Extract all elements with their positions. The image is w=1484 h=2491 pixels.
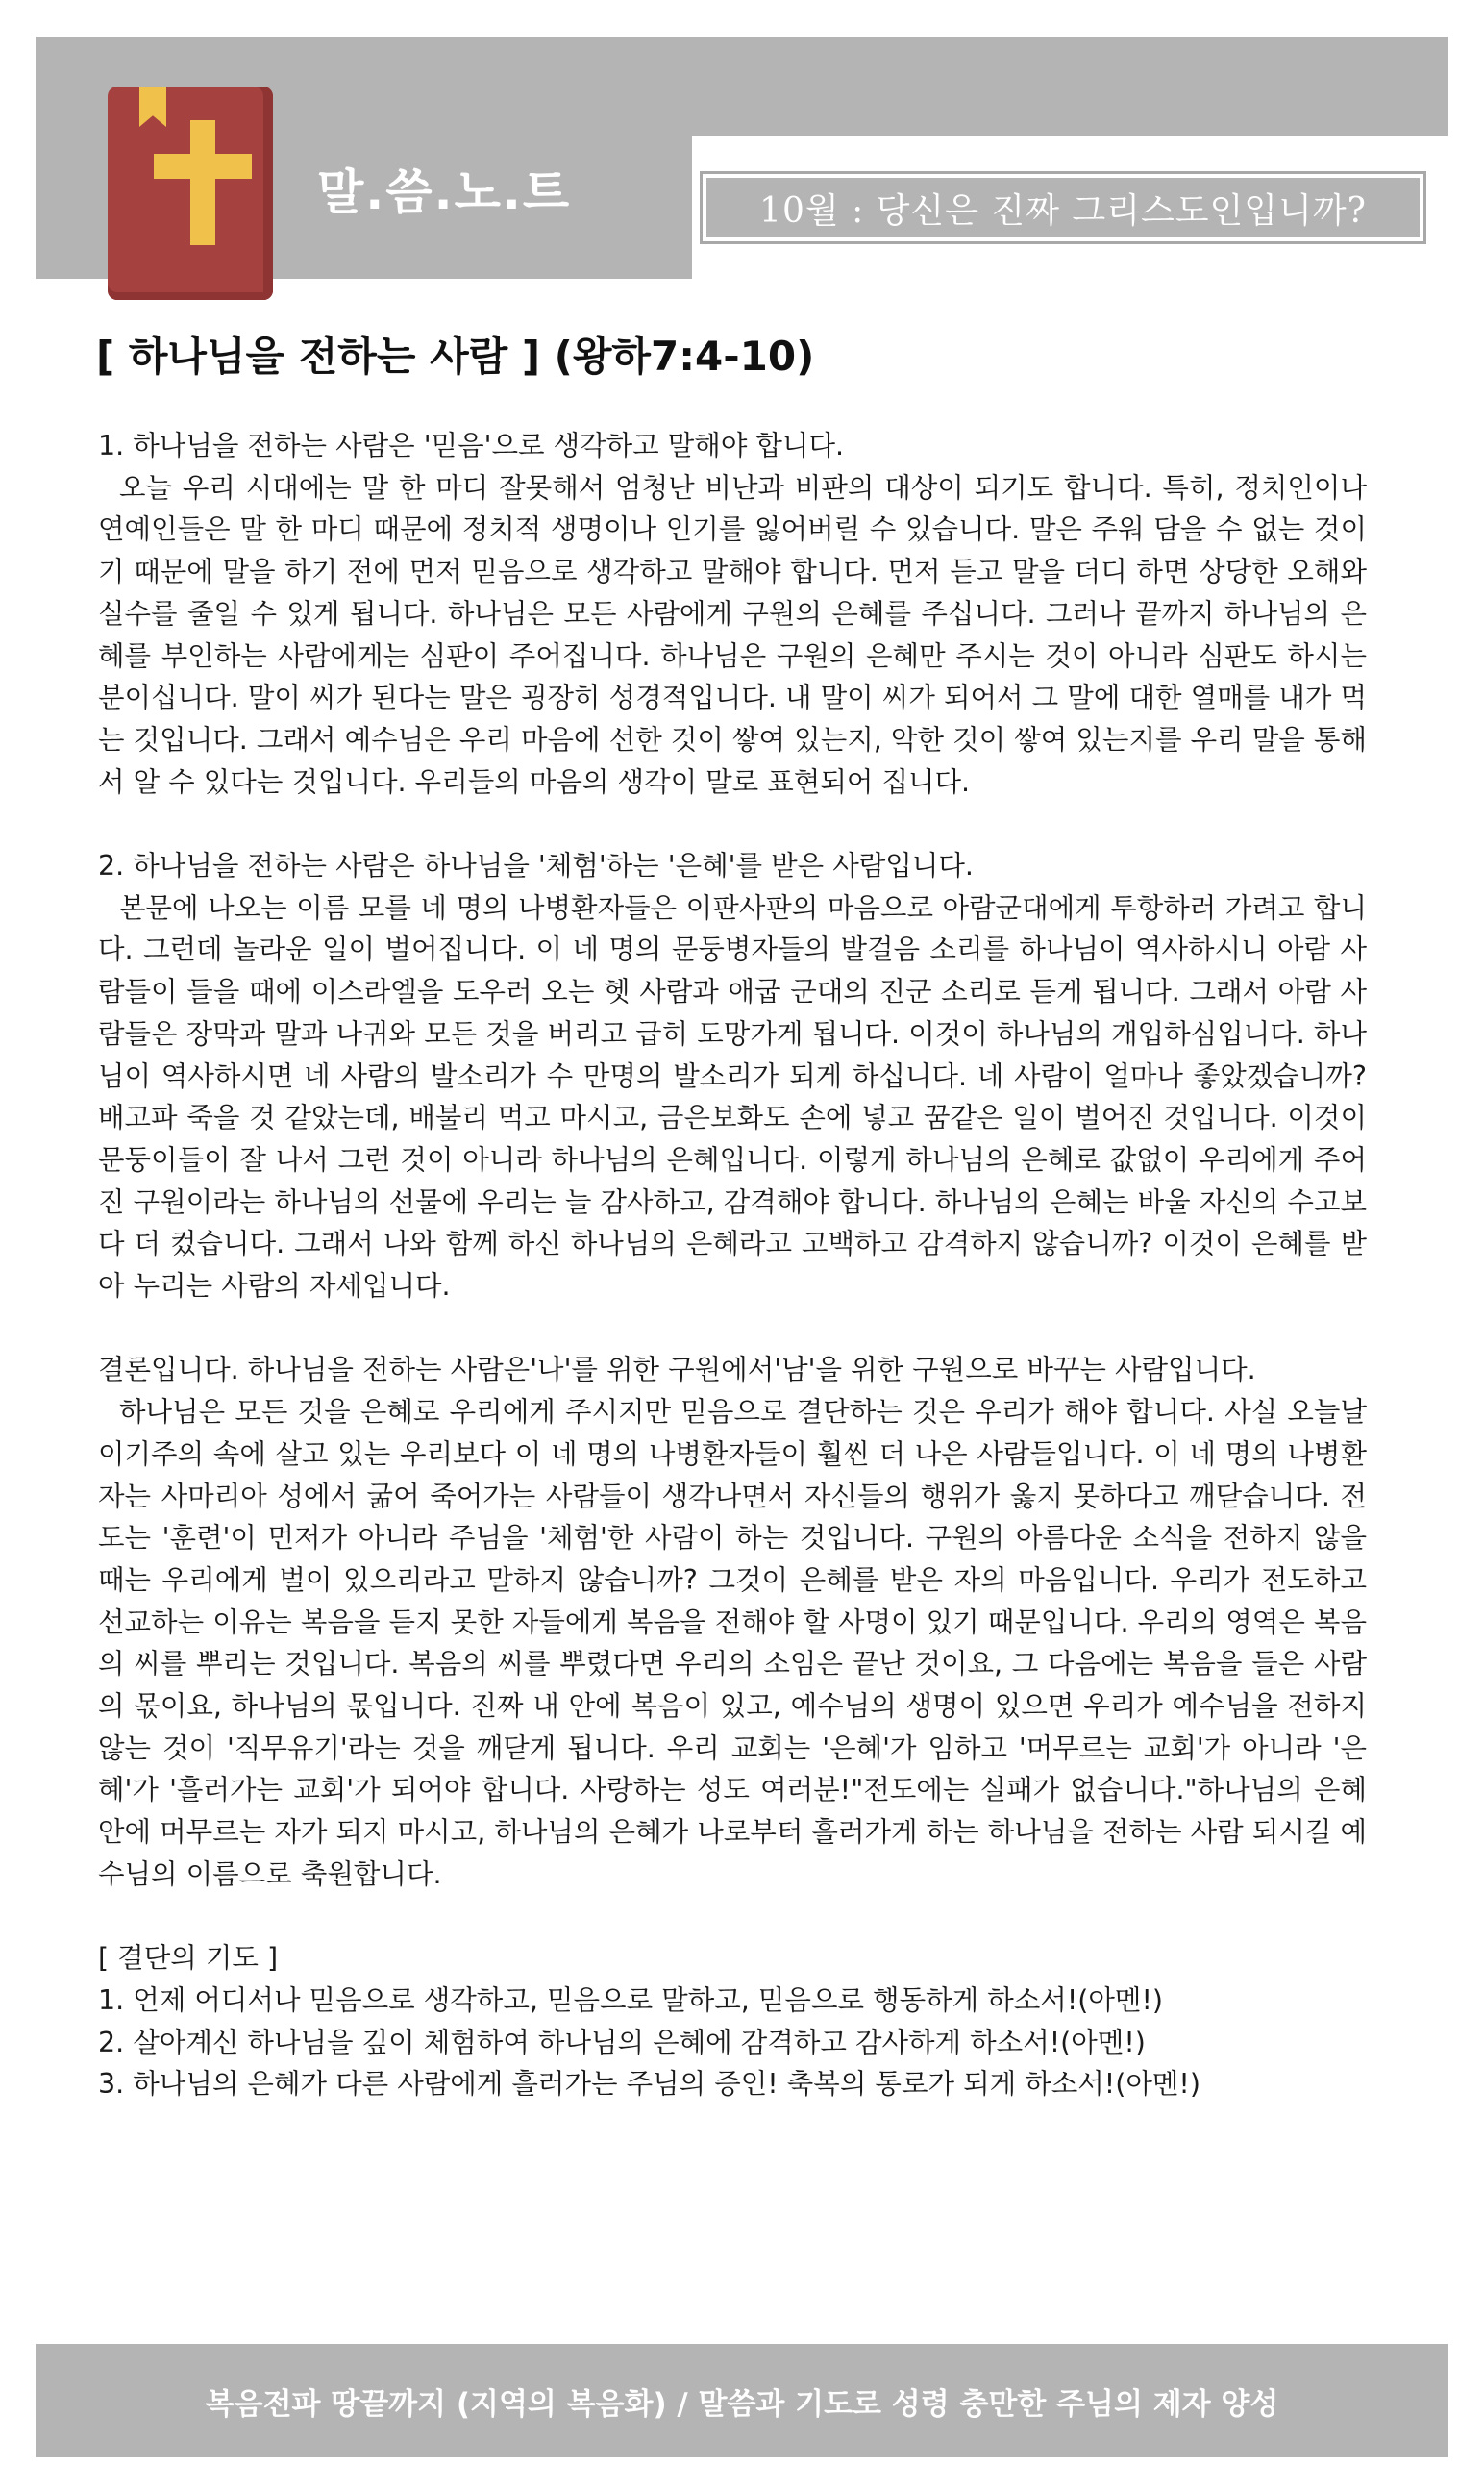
section-conclusion — [98, 1349, 1367, 1895]
sermon-title: [ 하나님을 전하는 사람 ] (왕하7:4-10) — [96, 333, 815, 380]
footer-banner: 복음전파 땅끝까지 (지역의 복음화) / 말씀과 기도로 성령 충만한 주님의 제자 양성 — [36, 2344, 1448, 2457]
section-2 — [98, 845, 1367, 1308]
section-heading: 1. 하나님을 전하는 사람은 '믿음'으로 생각하고 말해야 합니다. — [98, 430, 845, 461]
section-body: 오늘 우리 시대에는 말 한 마디 잘못해서 엄청난 비난과 비판의 대상이 되기도 합니다. 특히, 정치인이나 연예인들은 말 한 마디 때문에 정치적 생명이나 인기를 잃어버릴 수 있습니다. 말은 주워 담을 수 없는 것이기 때문에 말을 하기 전에 먼저 믿음으로 생각하고 말해야 합니다. 먼저 듣고 말을 더디 하면 상당한 오해와 실수를 줄일 수 있게 됩니다. 하나님은 모든 사람에게 구원의 은혜를 주십니다. 그러나 끝까지 하나님의 은혜를 부인하는 사람에게는 심판이 주어집니다. 하나님은 구원의 은혜만 주시는 것이 아니라 심판도 하시는 분이십니다. 말이 씨가 된다는 말은 굉장히 성경적입니다. 내 말이 씨가 되어서 그 말에 대한 열매를 내가 먹는 것입니다. 그래서 예수님은 우리 마음에 선한 것이 쌓여 있는지, 악한 것이 쌓여 있는지를 우리 말을 통해서 알 수 있다는 것입니다. 우리들의 마음의 생각이 말로 표현되어 집니다. — [98, 471, 1367, 798]
prayer-item: 2. 살아계신 하나님을 깊이 체험하여 하나님의 은혜에 감격하고 감사하게 하소서!(아멘!) — [98, 2026, 1146, 2058]
prayer-item: 1. 언제 어디서나 믿음으로 생각하고, 믿음으로 말하고, 믿음으로 행동하게 하소서!(아멘!) — [98, 1983, 1163, 2016]
prayer-block — [98, 1937, 1367, 2105]
brand-title: 말.씀.노.트 — [317, 164, 572, 220]
section-body: 본문에 나오는 이름 모를 네 명의 나병환자들은 이판사판의 마음으로 아람군대에게 투항하러 가려고 합니다. 그런데 놀라운 일이 벌어집니다. 이 네 명의 문둥병자들의 발걸음 소리를 하나님이 역사하시니 아람 사람들이 들을 때에 이스라엘을 도우러 오는 헷 사람과 애굽 군대의 진군 소리로 듣게 됩니다. 그래서 아람 사람들은 장막과 말과 나귀와 모든 것을 버리고 급히 도망가게 됩니다. 이것이 하나님의 개입하심입니다. 하나님이 역사하시면 네 사람의 발소리가 수 만명의 발소리가 되게 하십니다. 네 사람이 얼마나 좋았겠습니까? 배고파 죽을 것 같았는데, 배불리 먹고 마시고, 금은보화도 손에 넣고 꿈같은 일이 벌어진 것입니다. 이것이 문둥이들이 잘 나서 그런 것이 아니라 하나님의 은혜입니다. 이렇게 하나님의 은혜로 값없이 우리에게 주어진 구원이라는 하나님의 선물에 우리는 늘 감사하고, 감격해야 합니다. 하나님의 은혜는 바울 자신의 수고보다 더 컸습니다. 그래서 나와 함께 하신 하나님의 은혜라고 고백하고 감격하지 않습니까? 이것이 은혜를 받아 누리는 사람의 자세입니다. — [98, 891, 1367, 1303]
section-1 — [98, 425, 1367, 803]
subtitle-box — [700, 171, 1426, 244]
subtitle-text: 10월 : 당신은 진짜 그리스도인입니까? — [706, 178, 1420, 237]
sermon-content — [98, 425, 1367, 2105]
prayer-heading: [ 결단의 기도 ] — [98, 1942, 279, 1975]
cross-icon — [190, 120, 215, 245]
section-heading: 결론입니다. 하나님을 전하는 사람은'나'를 위한 구원에서'남'을 위한 구원으로 바꾸는 사람입니다. — [98, 1354, 1256, 1386]
prayer-item: 3. 하나님의 은혜가 다른 사람에게 흘러가는 주님의 증인! 축복의 통로가 되게 하소서!(아멘!) — [98, 2068, 1200, 2101]
cross-icon-bar — [154, 154, 252, 179]
section-body: 하나님은 모든 것을 은혜로 우리에게 주시지만 믿음으로 결단하는 것은 우리가 해야 합니다. 사실 오늘날 이기주의 속에 살고 있는 우리보다 이 네 명의 나병환자들이 훨씬 더 나은 사람들입니다. 이 네 명의 나병환자는 사마리아 성에서 굶어 죽어가는 사람들이 생각나면서 자신들의 행위가 옳지 못하다고 깨닫습니다. 전도는 '훈련'이 먼저가 아니라 주님을 '체험'한 사람이 하는 것입니다. 구원의 아름다운 소식을 전하지 않을 때는 우리에게 벌이 있으리라고 말하지 않습니까? 그것이 은혜를 받은 자의 마음입니다. 우리가 전도하고 선교하는 이유는 복음을 듣지 못한 자들에게 복음을 전해야 할 사명이 있기 때문입니다. 우리의 영역은 복음의 씨를 뿌리는 것입니다. 복음의 씨를 뿌렸다면 우리의 소임은 끝난 것이요, 그 다음에는 복음을 들은 사람의 몫이요, 하나님의 몫입니다. 진짜 내 안에 복음이 있고, 예수님의 생명이 있으면 우리가 예수님을 전하지 않는 것이 '직무유기'라는 것을 깨닫게 됩니다. 우리 교회는 '은혜'가 임하고 '머무르는 교회'가 아니라 '은혜'가 '흘러가는 교회'가 되어야 합니다. 사랑하는 성도 여러분!"전도에는 실패가 없습니다."하나님의 은혜 안에 머무르는 자가 되지 마시고, 하나님의 은혜가 나로부터 흘러가게 하는 하나님을 전하는 사람 되시길 예수님의 이름으로 축원합니다. — [98, 1396, 1367, 1890]
section-heading: 2. 하나님을 전하는 사람은 하나님을 '체험'하는 '은혜'를 받은 사람입니다. — [98, 850, 974, 883]
